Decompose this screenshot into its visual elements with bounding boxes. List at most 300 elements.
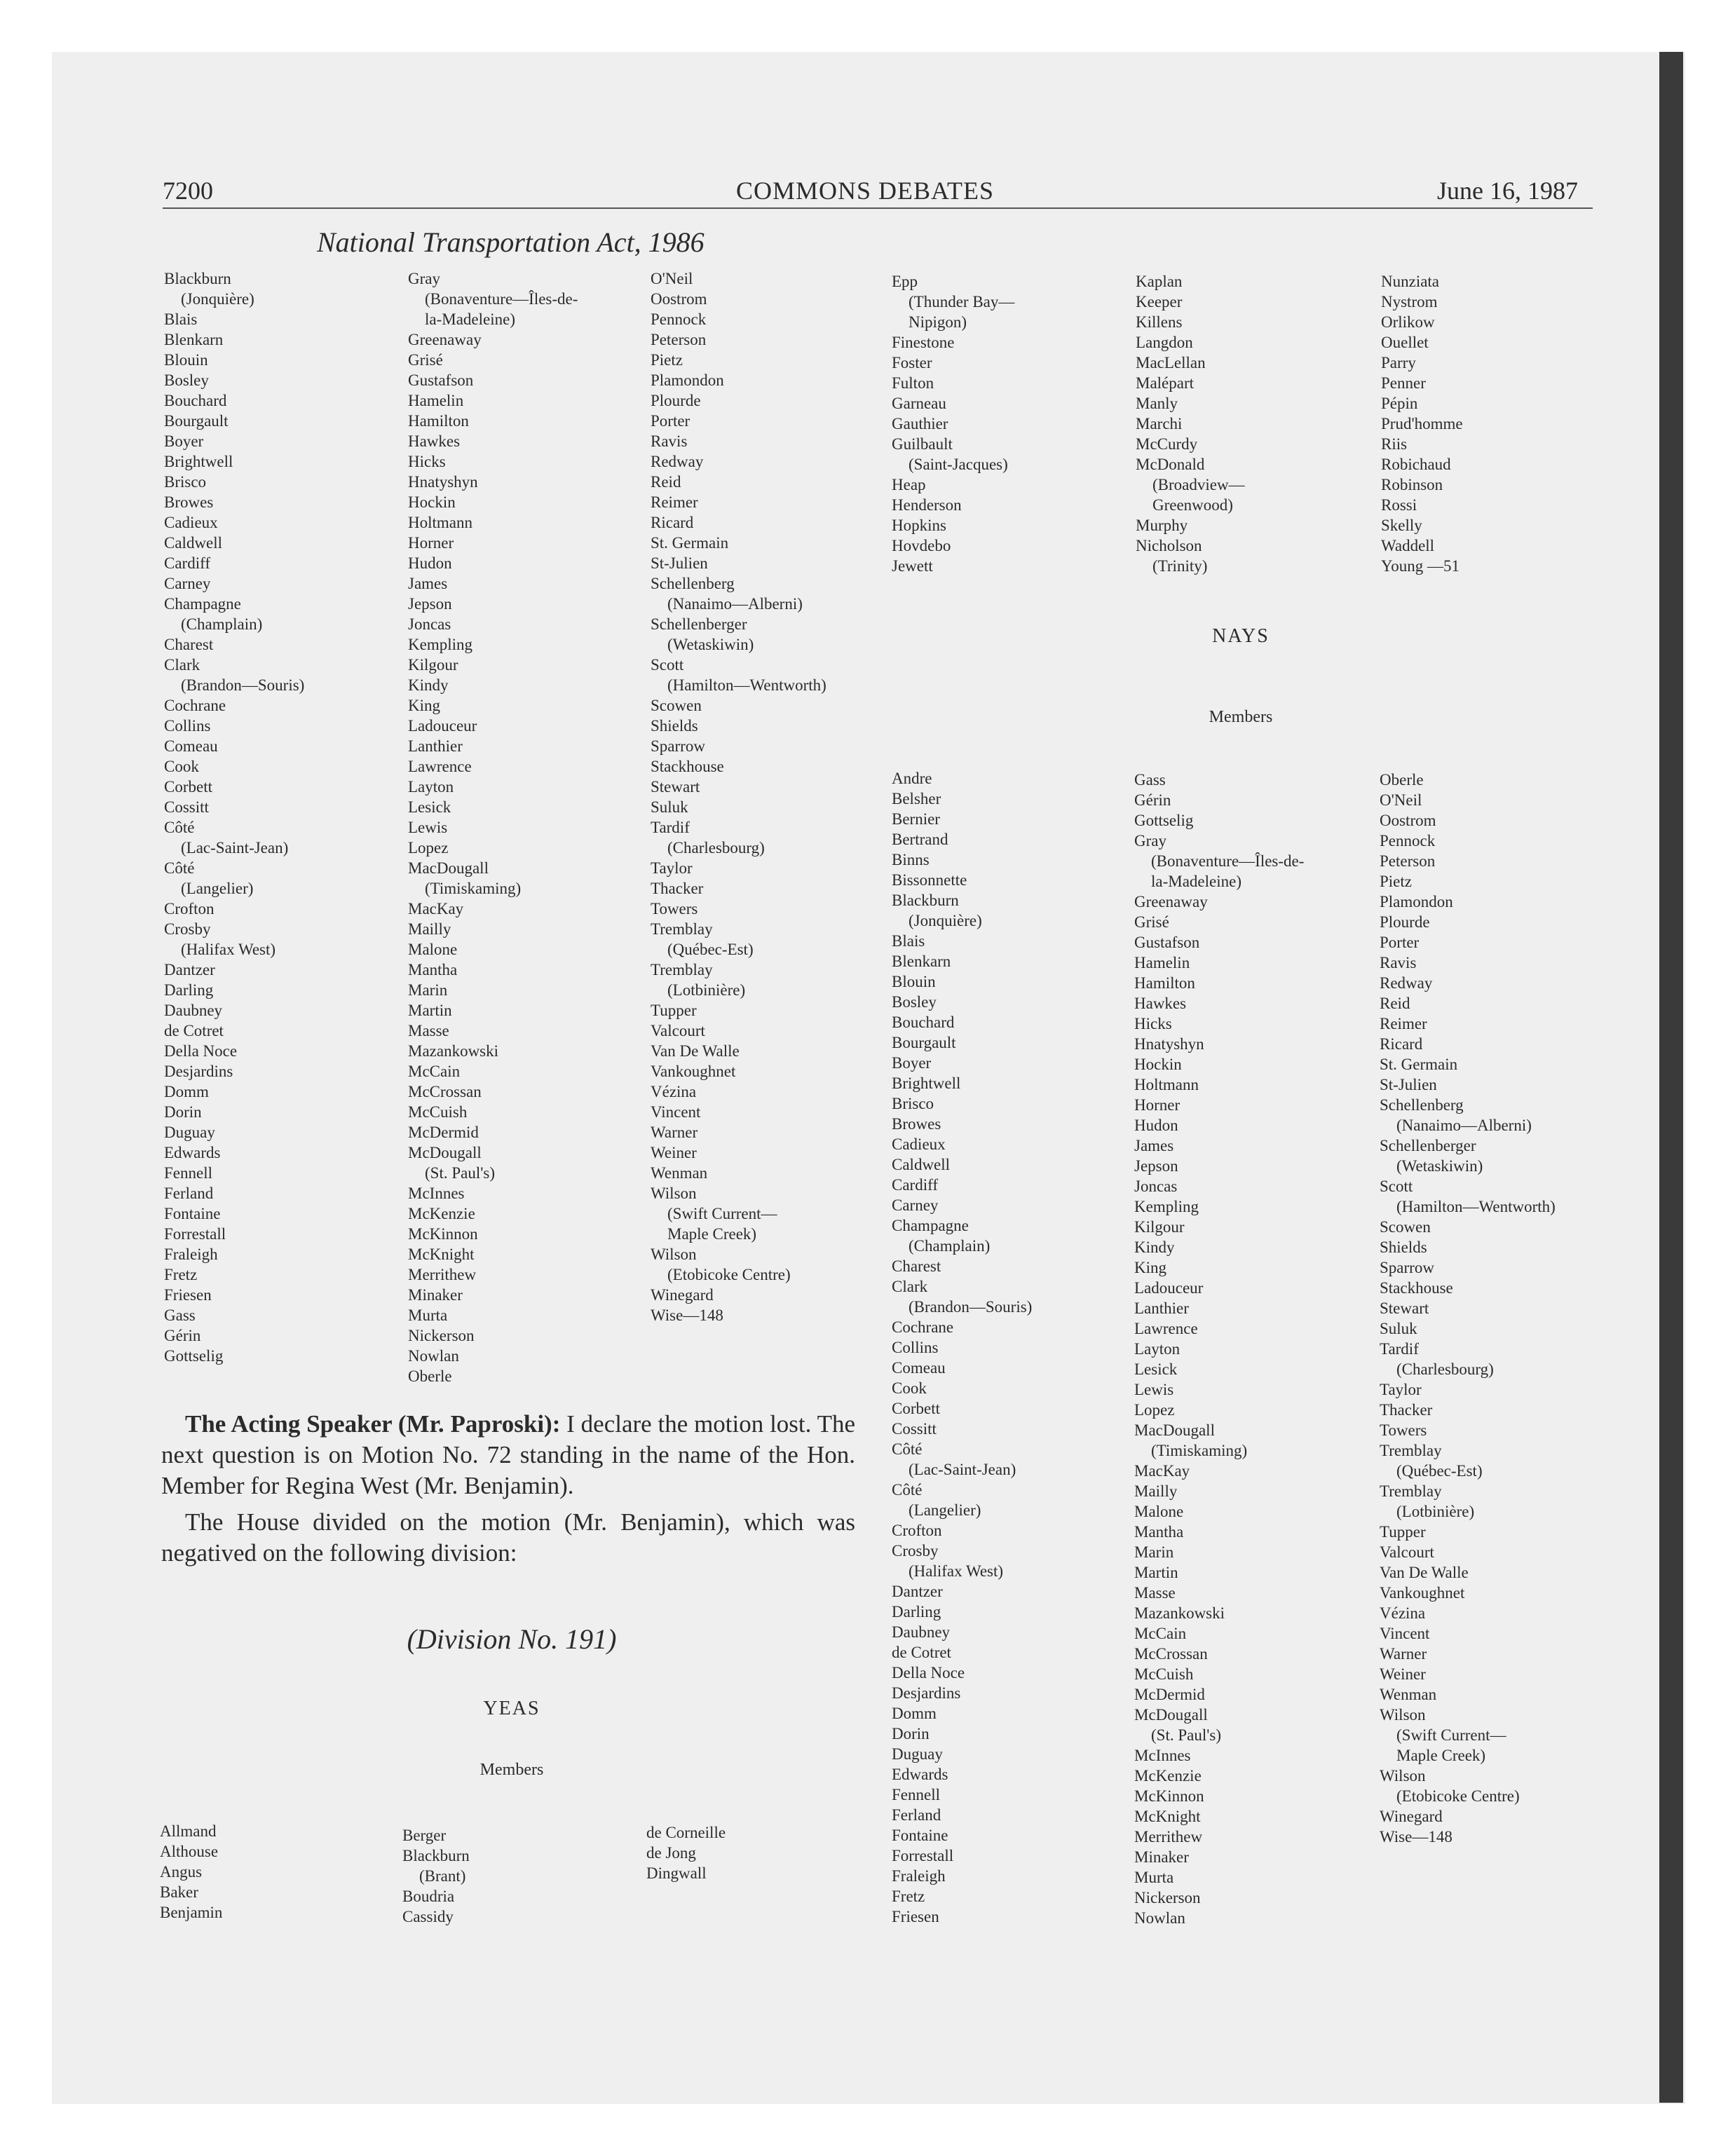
member-name: Bernier [892, 810, 940, 828]
member-name: Bouchard [892, 1014, 955, 1031]
member-name: Fennell [164, 1164, 212, 1182]
member-name: Darling [164, 981, 214, 999]
member-name: Boudria [402, 1888, 455, 1905]
member-name: James [408, 575, 448, 592]
member-name: McCuish [408, 1103, 468, 1121]
member-name: O'Neil [1380, 791, 1422, 809]
member-name: Tupper [1380, 1523, 1426, 1541]
member-name: Kilgour [408, 656, 458, 674]
member-name: McKenzie [1134, 1767, 1202, 1785]
nays-members-label: Members [1209, 708, 1273, 726]
member-name: Prud'homme [1381, 415, 1463, 432]
member-name: Charest [164, 636, 214, 653]
member-name: Holtmann [1134, 1076, 1199, 1093]
member-name: Edwards [892, 1766, 948, 1783]
member-name: Gustafson [408, 371, 474, 389]
speaker-text: I declare the motion lost. The next question is on Motion No. 72 standing in the name of the Hon. Member for Regina West (Mr. Benjamin). [161, 1410, 855, 1499]
member-name: Dorin [892, 1725, 930, 1742]
member-name: Berger [402, 1827, 447, 1844]
member-name: Andre [892, 770, 932, 787]
member-name: Wenman [651, 1164, 708, 1182]
member-name: Angus [160, 1863, 203, 1881]
member-name: Hudon [1134, 1117, 1178, 1134]
member-name: Lawrence [408, 758, 472, 775]
member-name: Marchi [1136, 415, 1183, 432]
member-name: Hamelin [408, 392, 464, 409]
member-name: Cardiff [164, 554, 211, 572]
nays-heading: NAYS [1212, 625, 1270, 647]
member-name: Skelly [1381, 517, 1422, 534]
member-name: Cook [164, 758, 199, 775]
member-name: Lopez [1134, 1401, 1175, 1419]
member-name: Keeper [1136, 293, 1183, 311]
member-name: Blais [164, 311, 198, 328]
member-name: Riis [1381, 435, 1408, 453]
member-name: la-Madeleine) [425, 311, 515, 328]
member-name: Kindy [1134, 1239, 1175, 1256]
member-name: Caldwell [164, 534, 223, 552]
member-name: Lewis [408, 819, 448, 836]
member-name: Merrithew [1134, 1828, 1203, 1845]
member-name: Towers [651, 900, 698, 917]
member-name: Friesen [164, 1286, 212, 1304]
header-rule [163, 207, 1593, 209]
member-name: Cossitt [892, 1420, 937, 1438]
member-name: Plamondon [651, 371, 724, 389]
member-name: Wilson [1380, 1767, 1426, 1785]
member-name: Côté [892, 1481, 923, 1499]
member-name: Lewis [1134, 1381, 1174, 1398]
member-name: (Québec-Est) [667, 941, 754, 958]
member-name: Mantha [408, 961, 458, 978]
member-name: Ricard [651, 514, 694, 531]
member-name: (Halifax West) [909, 1562, 1004, 1580]
member-name: Merrithew [408, 1266, 477, 1283]
division-statement [161, 1507, 855, 1569]
member-name: Heap [892, 476, 926, 493]
member-name: Gérin [164, 1327, 201, 1344]
member-name: Malépart [1136, 374, 1195, 392]
member-name: Della Noce [892, 1664, 965, 1681]
member-name: (Champlain) [181, 615, 263, 633]
member-name: Marin [1134, 1543, 1174, 1561]
member-name: Nipigon) [909, 313, 967, 331]
member-name: Stewart [1380, 1299, 1429, 1317]
member-name: Hnatyshyn [1134, 1035, 1204, 1053]
member-name: Shields [1380, 1239, 1427, 1256]
member-name: McDougall [408, 1144, 482, 1161]
member-name: Kempling [408, 636, 472, 653]
division-title: (Division No. 191) [407, 1623, 617, 1655]
member-name: Bouchard [164, 392, 227, 409]
member-name: Corbett [892, 1400, 940, 1417]
member-name: Scowen [651, 697, 702, 714]
member-name: Minaker [1134, 1848, 1189, 1866]
member-name: (Langelier) [909, 1501, 981, 1519]
member-name: Orlikow [1381, 313, 1435, 331]
member-name: (Wetaskiwin) [667, 636, 754, 653]
member-name: McKenzie [408, 1205, 475, 1222]
member-name: Bosley [164, 371, 209, 389]
member-name: Wise—148 [651, 1306, 723, 1324]
member-name: Minaker [408, 1286, 463, 1304]
member-name: McCurdy [1136, 435, 1198, 453]
member-name: Holtmann [408, 514, 472, 531]
member-name: Althouse [160, 1843, 219, 1860]
division-yeas-column-3 [646, 1822, 726, 1883]
member-name: Schellenberg [651, 575, 735, 592]
yeas-heading: YEAS [483, 1698, 540, 1719]
member-name: Warner [1380, 1645, 1427, 1663]
member-name: (Trinity) [1152, 557, 1208, 575]
member-name: Murta [1134, 1869, 1174, 1886]
member-name: Sparrow [1380, 1259, 1434, 1276]
member-name: (Charlesbourg) [1396, 1360, 1494, 1378]
member-name: Layton [1134, 1340, 1181, 1358]
member-name: (Jonquière) [181, 290, 254, 308]
member-name: Daubney [164, 1002, 223, 1019]
member-name: Kindy [408, 676, 449, 694]
member-name: Weiner [651, 1144, 697, 1161]
member-name: Vankoughnet [651, 1063, 736, 1080]
member-name: Domm [892, 1705, 937, 1722]
member-name: Weiner [1380, 1665, 1426, 1683]
member-name: Mazankowski [408, 1042, 499, 1060]
member-name: Lanthier [1134, 1299, 1189, 1317]
member-name: McCuish [1134, 1665, 1194, 1683]
member-name: Winegard [1380, 1808, 1443, 1825]
page-number: 7200 [163, 177, 213, 205]
member-name: Murphy [1136, 517, 1188, 534]
member-name: Guilbault [892, 435, 953, 453]
member-name: Martin [1134, 1564, 1178, 1581]
member-name: de Jong [646, 1844, 696, 1862]
member-name: Kaplan [1136, 273, 1183, 290]
member-name: (Etobicoke Centre) [667, 1266, 791, 1283]
member-name: Ladouceur [1134, 1279, 1204, 1297]
member-name: (Nanaimo—Alberni) [667, 595, 803, 613]
member-name: Dingwall [646, 1864, 707, 1882]
speaker-name: The Acting Speaker (Mr. Paproski): [185, 1410, 561, 1438]
member-name: Tremblay [651, 920, 713, 938]
member-name: McCain [408, 1063, 461, 1080]
member-name: Greenaway [1134, 893, 1208, 910]
member-name: Gray [1134, 832, 1166, 850]
member-name: Oberle [408, 1367, 452, 1385]
member-name: (Lac-Saint-Jean) [909, 1461, 1016, 1478]
member-name: Van De Walle [651, 1042, 740, 1060]
member-name: de Corneille [646, 1824, 726, 1841]
member-name: Vézina [1380, 1604, 1426, 1622]
member-name: Valcourt [1380, 1543, 1434, 1561]
member-name: Thacker [1380, 1401, 1433, 1419]
member-name: MacDougall [1134, 1421, 1215, 1439]
member-name: Caldwell [892, 1156, 951, 1173]
yeas-column-4 [892, 271, 1014, 576]
member-name: Oostrom [1380, 812, 1436, 829]
member-name: Lesick [408, 798, 451, 816]
nays-column-2 [1134, 770, 1304, 1928]
member-name: Champagne [892, 1217, 969, 1234]
yeas-members-label: Members [479, 1761, 544, 1779]
member-name: Wilson [651, 1185, 697, 1202]
member-name: Browes [164, 493, 214, 511]
member-name: (Charlesbourg) [667, 839, 765, 857]
member-name: Cochrane [164, 697, 226, 714]
member-name: Robinson [1381, 476, 1443, 493]
member-name: Hicks [1134, 1015, 1172, 1032]
member-name: Hamilton [1134, 974, 1195, 992]
member-name: Benjamin [160, 1904, 223, 1921]
member-name: Martin [408, 1002, 452, 1019]
member-name: Rossi [1381, 496, 1417, 514]
member-name: Hawkes [408, 432, 461, 450]
member-name: Scott [1380, 1178, 1413, 1195]
member-name: (Langelier) [181, 880, 254, 897]
member-name: Blais [892, 932, 925, 950]
member-name: Greenaway [408, 331, 482, 348]
member-name: Blackburn [164, 270, 231, 287]
member-name: Vézina [651, 1083, 697, 1100]
member-name: St-Julien [651, 554, 708, 572]
member-name: Reid [1380, 995, 1410, 1012]
member-name: (Lotbinière) [1396, 1503, 1475, 1520]
member-name: MacKay [1134, 1462, 1190, 1480]
member-name: Vincent [1380, 1625, 1430, 1642]
member-name: McInnes [408, 1185, 465, 1202]
member-name: (Champlain) [909, 1237, 991, 1255]
member-name: Browes [892, 1115, 941, 1133]
member-name: Taylor [1380, 1381, 1422, 1398]
member-name: Pépin [1381, 395, 1418, 412]
member-name: Wilson [651, 1246, 697, 1263]
member-name: MacKay [408, 900, 464, 917]
member-name: Schellenberg [1380, 1096, 1464, 1114]
member-name: Ricard [1380, 1035, 1423, 1053]
member-name: Bourgault [164, 412, 229, 430]
member-name: Towers [1380, 1421, 1427, 1439]
member-name: Stackhouse [651, 758, 724, 775]
member-name: Nunziata [1381, 273, 1440, 290]
member-name: St. Germain [651, 534, 729, 552]
member-name: Hopkins [892, 517, 946, 534]
member-name: Pennock [1380, 832, 1436, 850]
member-name: McKinnon [408, 1225, 478, 1243]
member-name: Blouin [164, 351, 208, 369]
member-name: Bourgault [892, 1034, 956, 1051]
member-name: (St. Paul's) [425, 1164, 495, 1182]
member-name: Ouellet [1381, 334, 1429, 351]
member-name: Mazankowski [1134, 1604, 1225, 1622]
member-name: Redway [651, 453, 704, 470]
member-name: McDonald [1136, 456, 1205, 473]
member-name: MacLellan [1136, 354, 1206, 371]
speaker-statement [161, 1409, 855, 1501]
member-name: Maple Creek) [667, 1225, 757, 1243]
member-name: Nowlan [1134, 1909, 1185, 1927]
division-yeas-column-1 [160, 1821, 222, 1923]
member-name: de Cotret [892, 1644, 951, 1661]
member-name: Redway [1380, 974, 1433, 992]
member-name: Binns [892, 851, 930, 868]
member-name: Pietz [651, 351, 683, 369]
member-name: Parry [1381, 354, 1416, 371]
member-name: Taylor [651, 859, 693, 877]
member-name: Hovdebo [892, 537, 951, 554]
member-name: Pennock [651, 311, 707, 328]
member-name: Scott [651, 656, 684, 674]
member-name: Peterson [651, 331, 707, 348]
member-name: Porter [1380, 934, 1420, 951]
member-name: Jepson [408, 595, 452, 613]
member-name: Crosby [892, 1542, 939, 1560]
page-date: June 16, 1987 [1437, 177, 1578, 205]
member-name: Charest [892, 1257, 941, 1275]
member-name: Kilgour [1134, 1218, 1185, 1236]
member-name: Stackhouse [1380, 1279, 1453, 1297]
member-name: Nystrom [1381, 293, 1438, 311]
member-name: Henderson [892, 496, 962, 514]
member-name: Desjardins [164, 1063, 233, 1080]
member-name: Brightwell [164, 453, 233, 470]
member-name: Masse [408, 1022, 449, 1039]
member-name: Gass [1134, 771, 1166, 789]
member-name: (Jonquière) [909, 912, 982, 929]
member-name: de Cotret [164, 1022, 224, 1039]
member-name: Edwards [164, 1144, 221, 1161]
member-name: Garneau [892, 395, 946, 412]
member-name: Gottselig [1134, 812, 1194, 829]
member-name: Duguay [892, 1745, 943, 1763]
member-name: (St. Paul's) [1151, 1726, 1221, 1744]
member-name: Reid [651, 473, 681, 491]
member-name: Penner [1381, 374, 1426, 392]
member-name: Foster [892, 354, 932, 371]
member-name: Malone [1134, 1503, 1184, 1520]
member-name: Finestone [892, 334, 955, 351]
member-name: Tardif [1380, 1340, 1419, 1358]
member-name: Fretz [892, 1888, 925, 1905]
member-name: la-Madeleine) [1151, 873, 1241, 890]
yeas-column-2 [408, 268, 578, 1386]
member-name: McCain [1134, 1625, 1187, 1642]
member-name: Tremblay [651, 961, 713, 978]
member-name: Collins [892, 1339, 939, 1356]
member-name: Jewett [892, 557, 933, 575]
member-name: (Hamilton—Wentworth) [667, 676, 826, 694]
member-name: Blackburn [892, 892, 959, 909]
member-name: Epp [892, 273, 918, 290]
scan-edge-shadow [1659, 52, 1683, 2103]
member-name: Van De Walle [1380, 1564, 1469, 1581]
member-name: Young —51 [1381, 557, 1460, 575]
member-name: Kempling [1134, 1198, 1199, 1215]
nays-column-3 [1380, 770, 1556, 1847]
member-name: (Broadview— [1152, 476, 1245, 493]
member-name: (Swift Current— [667, 1205, 777, 1222]
member-name: Cadieux [892, 1135, 946, 1153]
member-name: Friesen [892, 1908, 939, 1925]
member-name: Horner [408, 534, 454, 552]
member-name: Brisco [164, 473, 207, 491]
member-name: Hockin [1134, 1056, 1182, 1073]
member-name: Duguay [164, 1124, 215, 1141]
member-name: Dantzer [164, 961, 215, 978]
member-name: Scowen [1380, 1218, 1431, 1236]
member-name: Ladouceur [408, 717, 477, 735]
division-text: The House divided on the motion (Mr. Benjamin), which was negatived on the following division: [161, 1508, 855, 1567]
member-name: (Nanaimo—Alberni) [1396, 1117, 1532, 1134]
member-name: Domm [164, 1083, 209, 1100]
member-name: (Timiskaming) [1151, 1442, 1248, 1459]
member-name: St-Julien [1380, 1076, 1437, 1093]
member-name: Bosley [892, 993, 937, 1011]
member-name: McDermid [1134, 1686, 1205, 1703]
member-name: Winegard [651, 1286, 714, 1304]
member-name: Layton [408, 778, 454, 796]
member-name: Carney [892, 1196, 939, 1214]
member-name: Joncas [1134, 1178, 1178, 1195]
member-name: Schellenberger [651, 615, 747, 633]
yeas-column-1 [164, 268, 304, 1366]
member-name: Gauthier [892, 415, 948, 432]
member-name: Della Noce [164, 1042, 238, 1060]
member-name: (Wetaskiwin) [1396, 1157, 1483, 1175]
member-name: McInnes [1134, 1747, 1191, 1764]
member-name: (Etobicoke Centre) [1396, 1787, 1520, 1805]
member-name: McKnight [1134, 1808, 1201, 1825]
member-name: Blenkarn [164, 331, 224, 348]
member-name: Porter [651, 412, 690, 430]
member-name: Murta [408, 1306, 448, 1324]
member-name: Mailly [1134, 1482, 1178, 1500]
member-name: Plamondon [1380, 893, 1453, 910]
member-name: Schellenberger [1380, 1137, 1476, 1154]
member-name: Gérin [1134, 791, 1171, 809]
member-name: Belsher [892, 790, 941, 807]
member-name: Robichaud [1381, 456, 1451, 473]
division-yeas-column-2 [402, 1825, 470, 1927]
member-name: (Québec-Est) [1396, 1462, 1483, 1480]
member-name: Greenwood) [1152, 496, 1233, 514]
member-name: Collins [164, 717, 211, 735]
member-name: Blackburn [402, 1847, 470, 1864]
member-name: Plourde [1380, 913, 1430, 931]
member-name: Sparrow [651, 737, 705, 755]
member-name: Cook [892, 1379, 927, 1397]
member-name: (Hamilton—Wentworth) [1396, 1198, 1556, 1215]
nays-column-1 [892, 768, 1032, 1927]
member-name: (Saint-Jacques) [909, 456, 1008, 473]
member-name: Gottselig [164, 1347, 224, 1365]
member-name: Bissonnette [892, 871, 967, 889]
member-name: Desjardins [892, 1684, 961, 1702]
member-name: Blenkarn [892, 953, 951, 970]
member-name: Crofton [164, 900, 215, 917]
member-name: Dantzer [892, 1583, 943, 1600]
member-name: Joncas [408, 615, 451, 633]
member-name: (Brandon—Souris) [909, 1298, 1033, 1316]
member-name: Hockin [408, 493, 456, 511]
member-name: Valcourt [651, 1022, 705, 1039]
member-name: (Bonaventure—Îles-de- [425, 290, 578, 308]
member-name: Plourde [651, 392, 701, 409]
member-name: Oberle [1380, 771, 1424, 789]
member-name: Bertrand [892, 831, 948, 848]
member-name: Nowlan [408, 1347, 459, 1365]
member-name: Dorin [164, 1103, 202, 1121]
publication-title: COMMONS DEBATES [736, 177, 995, 205]
